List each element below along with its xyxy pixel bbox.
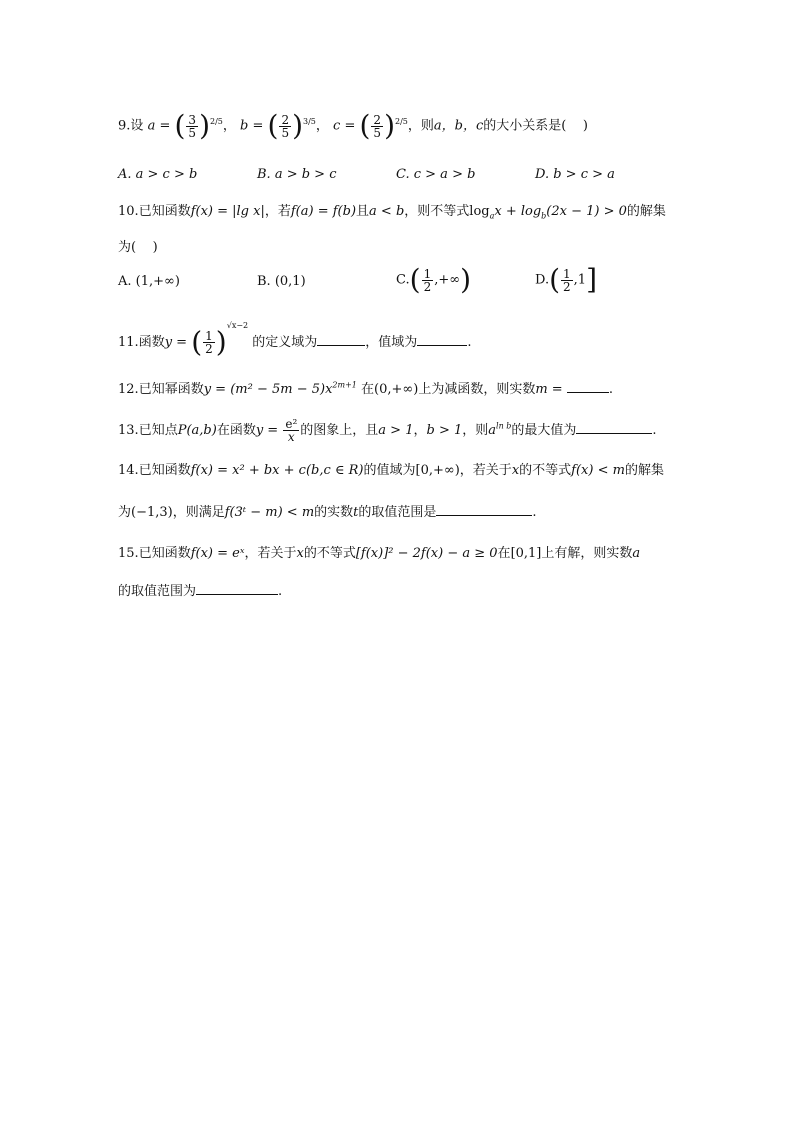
q11-fraction: $\frac{1}{2}$ xyxy=(205,329,213,356)
question-13: 13.已知点P(a,b)在函数y = $\frac{\text{e²}}{x}$ 的图象上，且a > 1，b > 1，则$a^{ln b}$的最大值为 . xyxy=(118,417,657,444)
question-14: 14.已知函数f(x) = x² + bx + c(b,c ∈ R)的值域为[0,+∞)，若关于x的不等式f(x) < m的解集 xyxy=(118,463,664,478)
q9-a-fraction: $\frac{3}{5}$ xyxy=(188,112,197,140)
q9-number: 9. xyxy=(118,118,131,134)
q10-function: f(x) = |lg x| xyxy=(190,204,265,219)
q12-expression: y = (m² − 5m − 5)x xyxy=(203,382,333,397)
q13-fraction: $\frac{\text{e²}}{x}$ xyxy=(285,417,298,444)
q10-option-b[interactable]: B. (0,1) xyxy=(257,274,306,289)
q9-b-fraction: $\frac{2}{5}$ xyxy=(281,112,290,140)
q12-answer-blank[interactable] xyxy=(567,378,609,393)
q9-option-c[interactable]: C. c > a > b xyxy=(396,167,476,182)
q9-c-exponent: 2/5 xyxy=(395,117,408,127)
question-10: 10.已知函数f(x) = |lg x|，若f(a) = f(b)且a < b，则不等式$\log_ax + \log_b(2x - 1) > 0$的解集 xyxy=(118,204,666,221)
q15-inequality: [f(x)]² − 2f(x) − a ≥ 0 xyxy=(355,546,498,561)
q9-b-lhs: b = xyxy=(240,118,268,134)
q9-a-lhs: a = xyxy=(147,118,175,134)
q10-option-a[interactable]: A. (1,+∞) xyxy=(118,274,180,289)
q9-option-b[interactable]: B. a > b > c xyxy=(257,167,337,182)
q10-option-d[interactable]: D.( $\frac{1}{2}$ ,1] xyxy=(535,263,598,296)
q9-c-fraction: $\frac{2}{5}$ xyxy=(373,112,382,140)
q9-option-d[interactable]: D. b > c > a xyxy=(535,167,615,182)
question-9: 9.设 a = ( $\frac{3}{5}$ )$^{2/5}$， b = ( $\frac{2}{5}$ )$^{3/5}$， c = ( $\frac{2}{5}$ )$^{2/5}$，则a，b，c的大小关系是( ) xyxy=(118,109,588,142)
q15-answer-blank[interactable] xyxy=(196,580,278,595)
q14-answer-blank[interactable] xyxy=(436,501,532,516)
q9-b-exponent: 3/5 xyxy=(303,117,316,127)
q11-range-blank[interactable] xyxy=(417,331,467,346)
q10-inequality: $\log_ax + \log_b(2x - 1) > 0$ xyxy=(469,204,627,221)
q11-exponent: √x−2 xyxy=(226,321,249,330)
q9-a-exponent: 2/5 xyxy=(210,117,223,127)
q9-c-lhs: c = xyxy=(333,118,360,134)
q10-option-c[interactable]: C.( $\frac{1}{2}$ ,+∞) xyxy=(396,263,471,296)
question-12: 12.已知幂函数$y = (m^2 - 5m - 5)x^{2m+1}$ 在(0,+∞)上为减函数，则实数m = . xyxy=(118,378,613,400)
question-15-line2: 的取值范围为 . xyxy=(118,580,282,602)
question-10-line2: 为( ) xyxy=(118,240,158,255)
question-11: 11.函数y = ( $\frac{1}{2}$ )$^{√x-2}$ 的定义域为 ，值域为 . xyxy=(118,321,472,359)
q13-answer-blank[interactable] xyxy=(576,419,652,434)
q9-option-a[interactable]: A. a > c > b xyxy=(118,167,198,182)
question-15: 15.已知函数f(x) = eˣ，若关于x的不等式[f(x)]² − 2f(x) − a ≥ 0在[0,1]上有解，则实数a xyxy=(118,546,641,561)
question-14-line2: 为(−1,3)，则满足f(3ᵗ − m) < m的实数t的取值范围是 . xyxy=(118,501,537,523)
q9-text: 设 xyxy=(130,118,144,134)
q9-vars: a，b，c xyxy=(433,118,484,134)
q14-function: f(x) = x² + bx + c(b,c ∈ R) xyxy=(190,463,364,478)
q11-domain-blank[interactable] xyxy=(317,331,365,346)
